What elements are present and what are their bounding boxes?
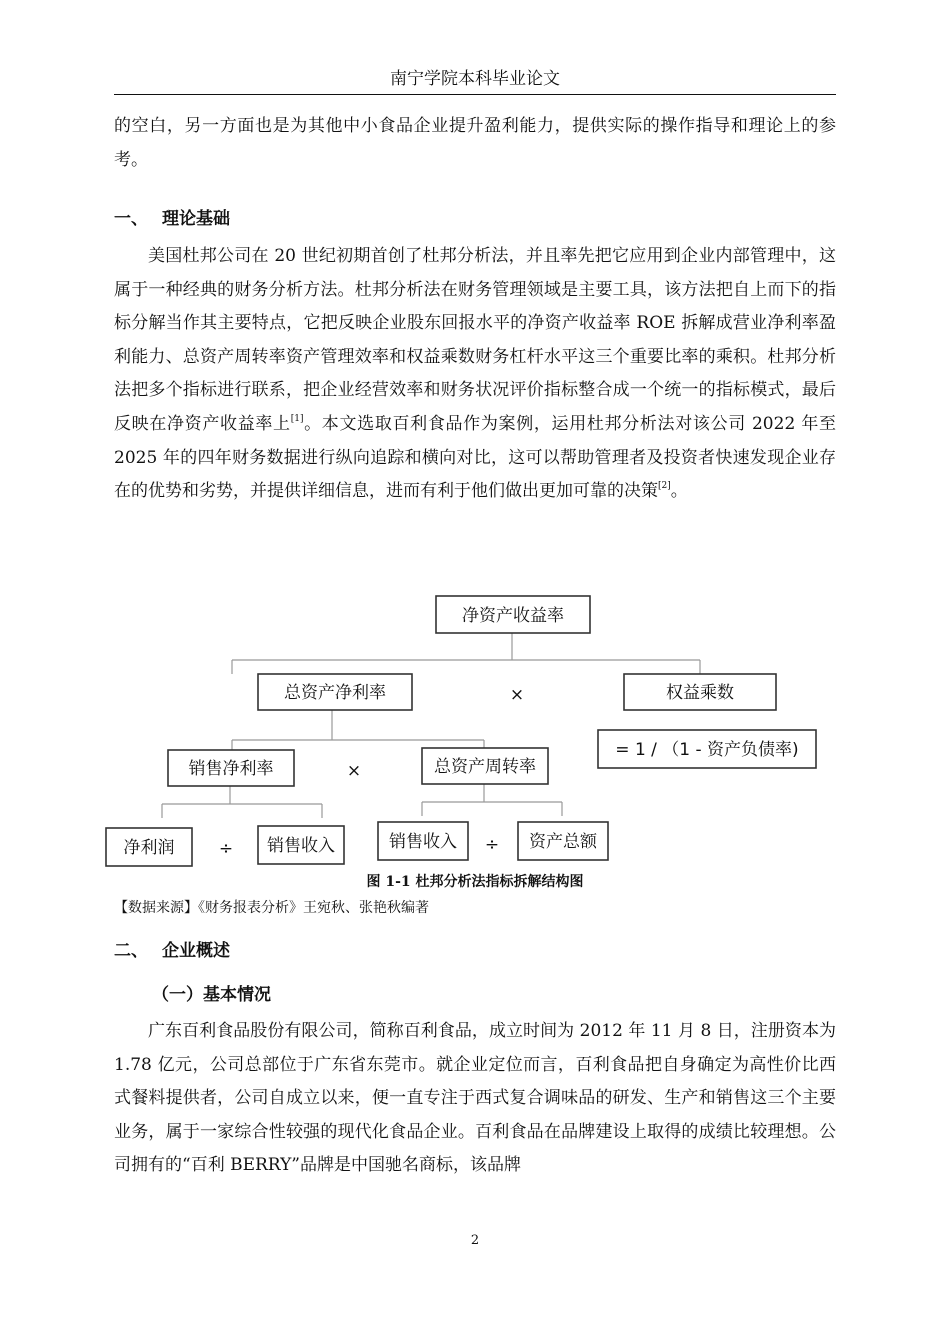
box-equity-multiplier <box>624 674 776 710</box>
diagram-connectors <box>162 633 700 818</box>
theory-text-part1: 美国杜邦公司在 20 世纪初期首创了杜邦分析法，并且率先把它应用到企业内部管理中，这属于一种经典的财务分析方法。杜邦分析法在财务管理领域是主要工具，该方法把自上而下的指标分解当作其主要特点，它把反映企业股东回报水平的净资产收益率 ROE 拆解成营业净利率盈利能力、总资产周转率资产管理效率和权益乘数财务杠杆水平这三个重要比率的乘积。杜邦分析法把多个指标进行联系，把企业经营效率和财务状况评价指标整合成一个统一的指标模式，最后反映在净资产收益率上 <box>114 246 836 434</box>
box-net-margin-label: 销售净利率 <box>188 759 274 779</box>
page-number: 2 <box>470 1233 480 1248</box>
box-net-profit-label: 净利润 <box>123 838 175 858</box>
box-net-margin <box>168 750 294 786</box>
box-asset-turnover <box>422 748 548 784</box>
company-paragraph: 广东百利食品股份有限公司，简称百利食品，成立时间为 2012 年 11 月 8 日，注册资本为 1.78 亿元，公司总部位于广东省东莞市。就企业定位而言，百利食品把自身确定为高性价比西式餐料提供者，公司自成立以来，便一直专注于西式复合调味品的研发、生产和销售这三个主要业务，属于一家综合性较强的现代化食品企业。百利食品在品牌建设上取得的成绩比较理想。公司拥有的“百利 BERRY”品牌是中国驰名商标，该品牌 <box>114 1021 836 1176</box>
citation-ref-2: [2] <box>658 481 671 492</box>
box-roa-label: 总资产净利率 <box>284 683 386 703</box>
box-total-assets-label: 资产总额 <box>529 832 597 852</box>
section-heading-theory <box>114 207 230 231</box>
box-sales-revenue-right-label: 销售收入 <box>389 832 457 852</box>
box-equity-multiplier-formula <box>598 730 816 768</box>
box-total-assets <box>518 822 608 860</box>
figure-source: 【数据来源】《财务报表分析》王宛秋、张艳秋编著 <box>114 900 429 916</box>
box-roa <box>258 674 412 710</box>
box-sales-revenue-right <box>378 822 468 860</box>
box-roe-label: 净资产收益率 <box>462 606 564 626</box>
divide-operator: ÷ <box>218 839 234 859</box>
box-net-profit <box>106 828 192 866</box>
section-title: 企业概述 <box>162 941 230 961</box>
multiply-operator: × <box>509 685 525 705</box>
section-title: 理论基础 <box>162 209 230 229</box>
box-asset-turnover-label: 总资产周转率 <box>434 757 536 777</box>
section-number: 二、 <box>114 941 148 961</box>
section-heading-overview <box>114 939 230 963</box>
box-roe <box>436 596 590 633</box>
header-rule <box>114 94 836 95</box>
theory-text-part3: 。 <box>670 481 688 502</box>
box-sales-revenue-left-label: 销售收入 <box>267 836 335 856</box>
figure-caption: 图 1-1 杜邦分析法指标拆解结构图 <box>366 874 584 890</box>
intro-paragraph: 的空白，另一方面也是为其他中小食品企业提升盈利能力，提供实际的操作指导和理论上的参考。 <box>114 116 836 170</box>
section-number: 一、 <box>114 209 148 229</box>
theory-paragraph <box>114 240 836 509</box>
box-equity-multiplier-label: 权益乘数 <box>666 683 734 703</box>
box-sales-revenue-left <box>258 826 344 864</box>
running-header: 南宁学院本科毕业论文 <box>390 69 560 89</box>
box-formula-label: = 1 / （1 - 资产负债率) <box>615 740 799 760</box>
multiply-operator: × <box>346 761 362 781</box>
theory-text-part2: 。本文选取百利食品作为案例，运用杜邦分析法对该公司 2022 年至 2025 年的四年财务数据进行纵向追踪和横向对比，这可以帮助管理者及投资者快速发现企业存在的优势和劣势，并提供详细信息，进而有利于他们做出更加可靠的决策 <box>114 413 836 502</box>
citation-ref-1: [1] <box>290 413 304 424</box>
dupont-structure-diagram <box>100 588 830 870</box>
divide-operator: ÷ <box>484 835 500 855</box>
subsection-heading-basic: （一）基本情况 <box>152 985 271 1005</box>
